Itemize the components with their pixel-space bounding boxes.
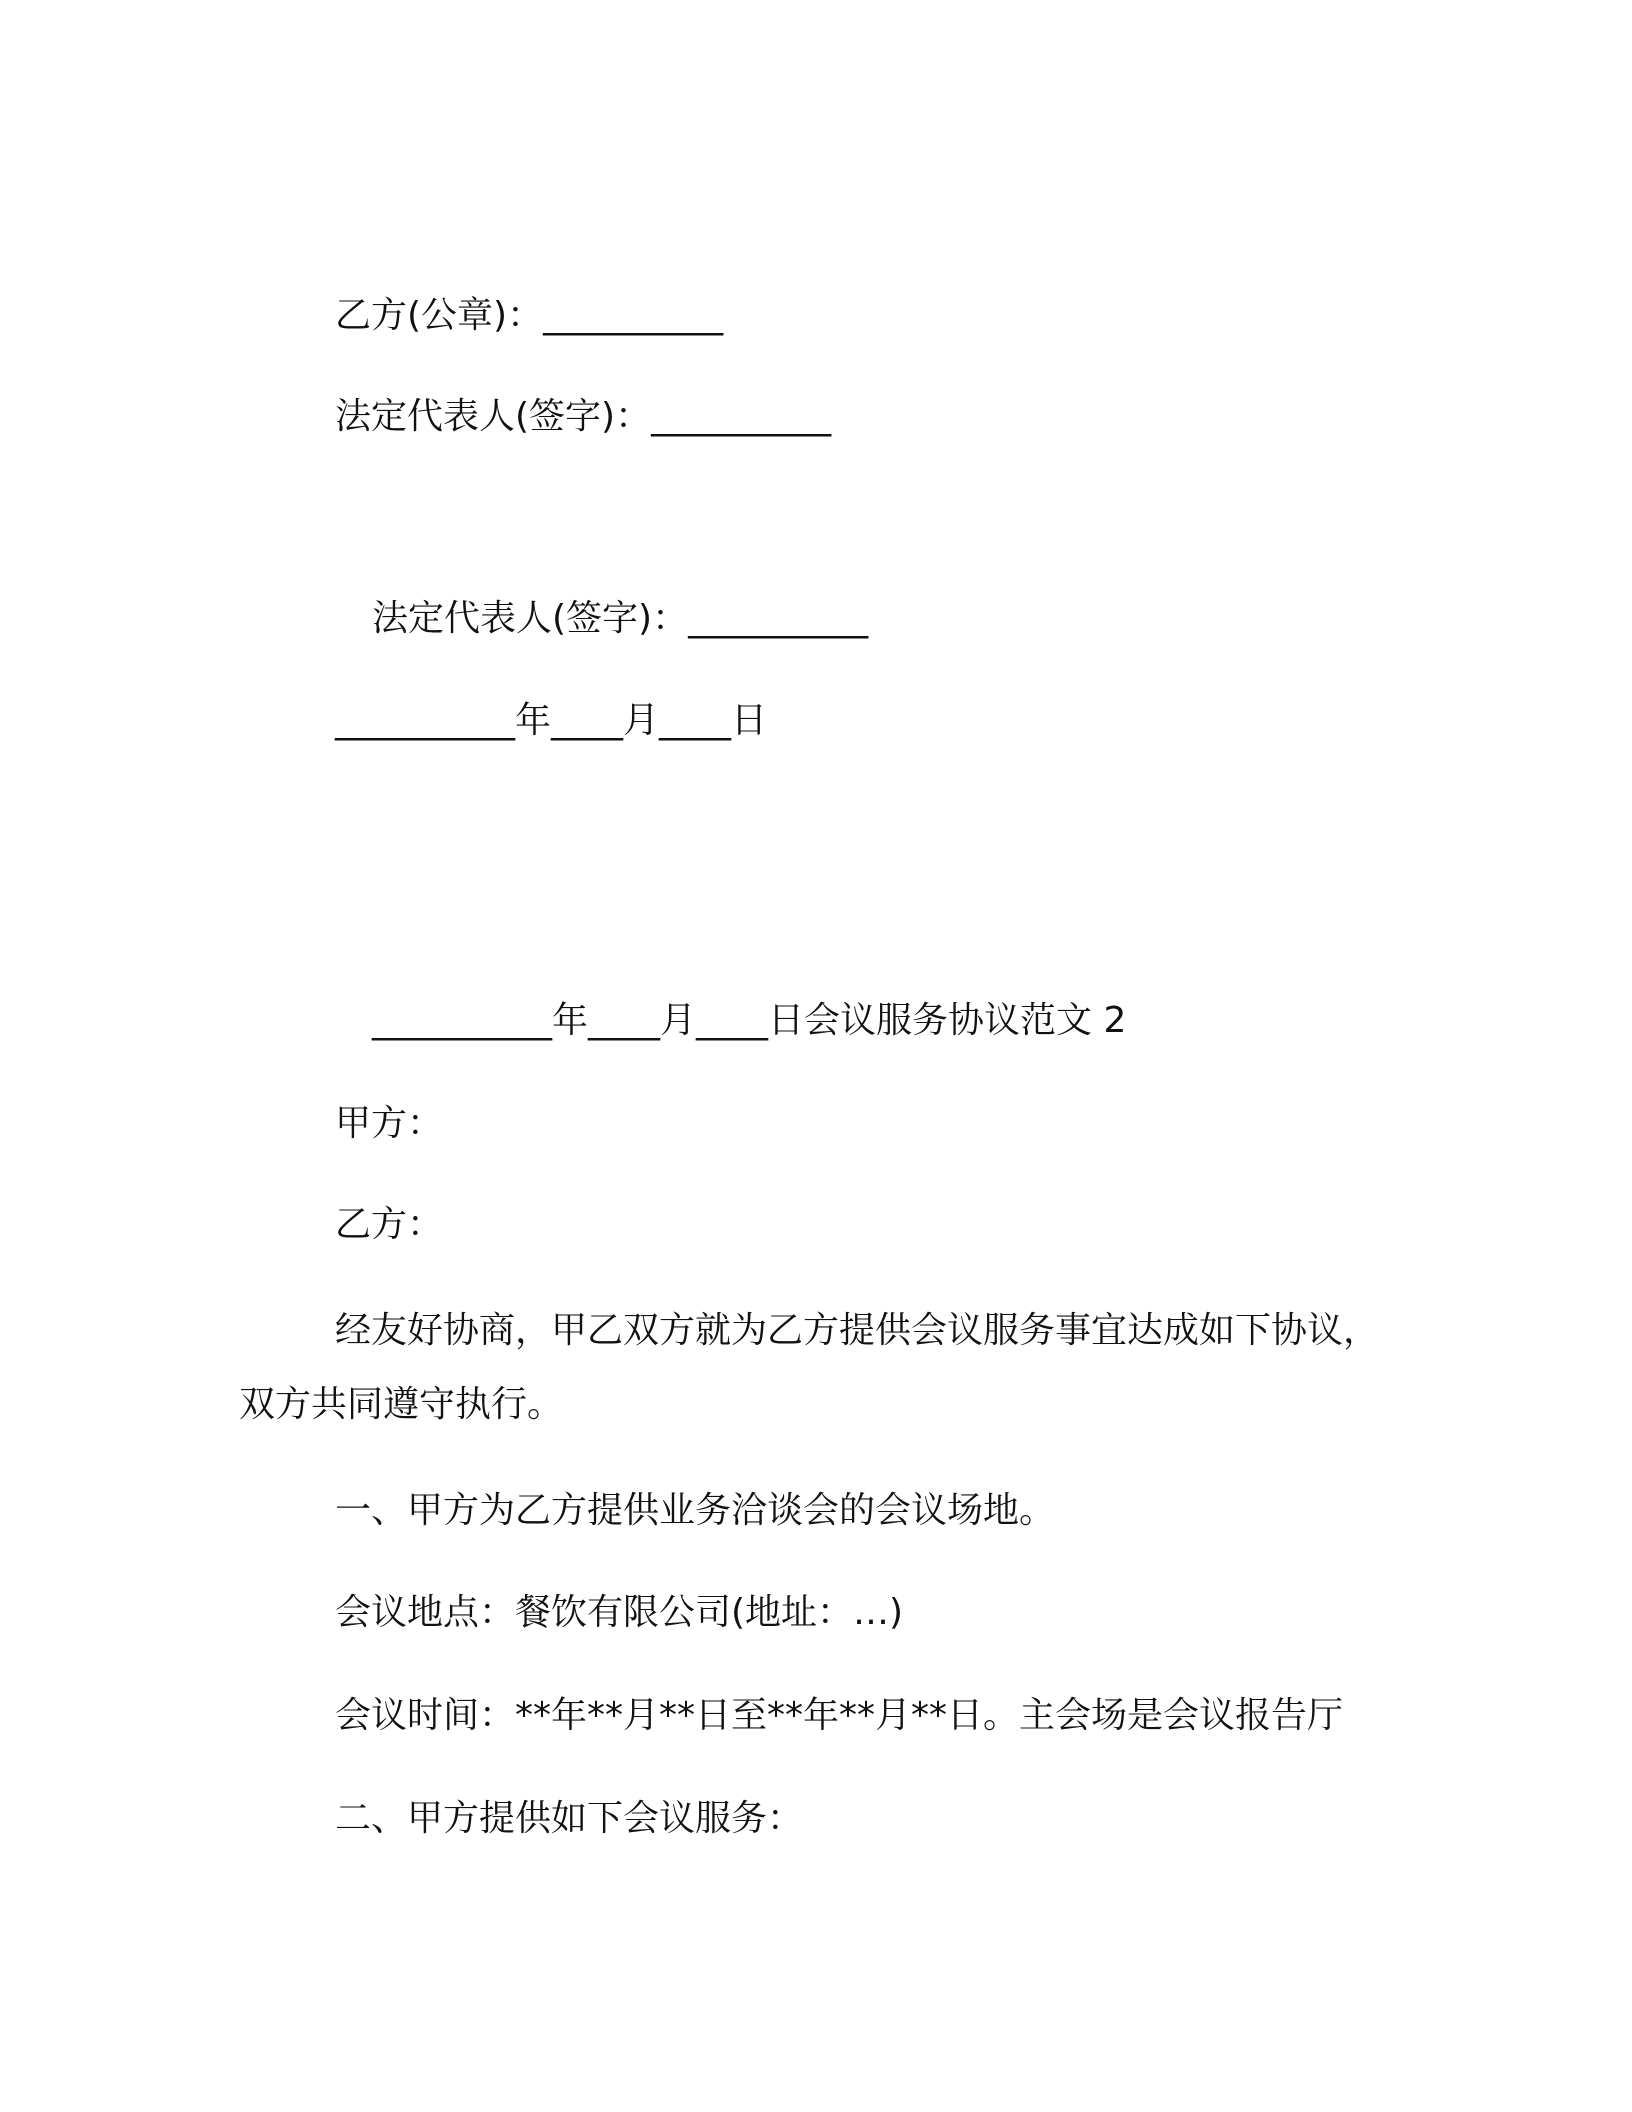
party-b-label: 乙方：: [335, 1204, 444, 1245]
clause-1: 一、甲方为乙方提供业务洽谈会的会议场地。: [335, 1490, 1056, 1531]
second-representative-line: 法定代表人(签字)：__________: [372, 598, 869, 639]
party-b-seal-line: 乙方(公章)：__________: [335, 295, 724, 336]
signature-date-line: __________年____月____日: [335, 700, 767, 741]
meeting-time: 会议时间：**年**月**日至**年**月**日。主会场是会议报告厅: [335, 1695, 1344, 1736]
clause-2: 二、甲方提供如下会议服务：: [335, 1798, 804, 1839]
intro-paragraph-line-2: 双方共同遵守执行。: [239, 1384, 564, 1425]
document-title: __________年____月____日会议服务协议范文 2: [372, 1000, 1127, 1041]
meeting-venue: 会议地点：餐饮有限公司(地址：…): [335, 1592, 904, 1633]
intro-paragraph-line-1: 经友好协商，甲乙双方就为乙方提供会议服务事宜达成如下协议，: [335, 1310, 1380, 1351]
party-a-label: 甲方：: [335, 1103, 444, 1144]
party-b-representative-line: 法定代表人(签字)：__________: [335, 396, 832, 437]
